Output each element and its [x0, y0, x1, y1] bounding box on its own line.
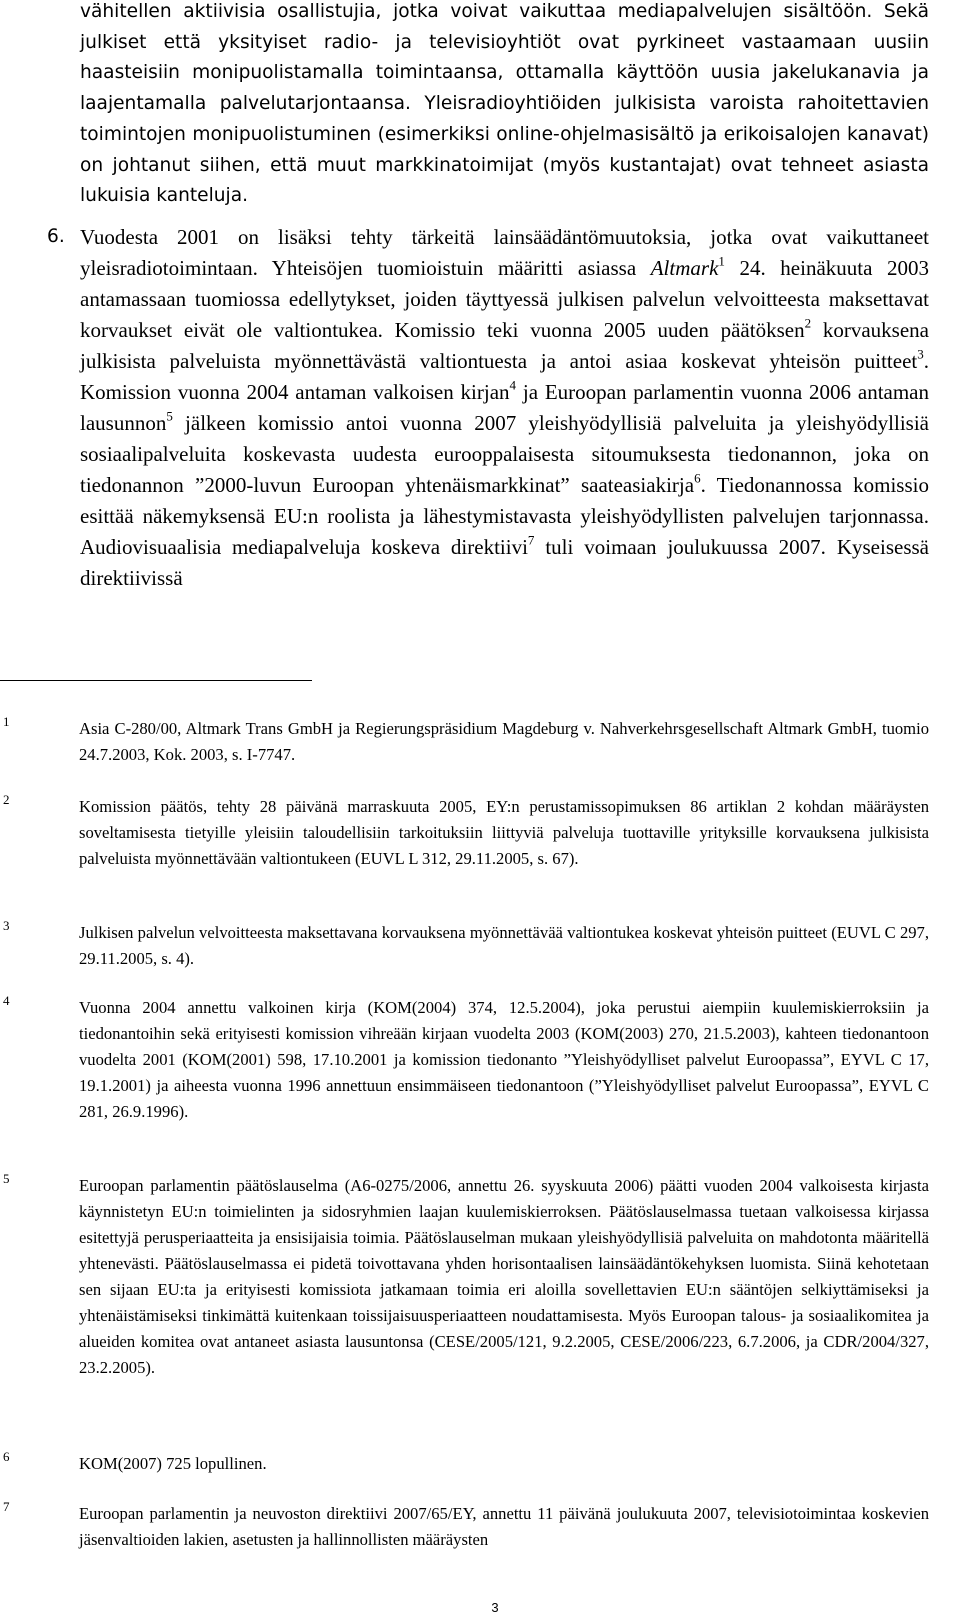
para6-text-7: . Tiedonannossa komissio esittää näkemyksensä EU:n roolista ja lähestymistavasta yleishyödyllisten palvelujen tarjonnassa. Audiovisuaalisia mediapalveluja koskeva direktiivi [80, 473, 929, 559]
footnote-ref-3[interactable]: 3 [917, 346, 924, 362]
footnote-number-6: 6 [3, 1449, 10, 1464]
footnote-ref-6[interactable]: 6 [694, 470, 701, 486]
case-name-altmark: Altmark [650, 256, 719, 280]
para6-text-8: tuli voimaan joulukuussa 2007. Kyseisessä direktiivissä [80, 535, 929, 590]
body-paragraph-6 [80, 222, 929, 594]
para6-text-1: Vuodesta 2001 on lisäksi tehty tärkeitä lainsäädäntömuutoksia, jotka ovat vaikuttaneet yleisradiotoimintaan. Yhteisöjen tuomioistuin määritti asiassa [80, 225, 929, 280]
footnote-6: KOM(2007) 725 lopullinen. [79, 1454, 267, 1473]
footnote-ref-1[interactable]: 1 [718, 253, 725, 269]
footnote-1: Asia C-280/00, Altmark Trans GmbH ja Regierungspräsidium Magdeburg v. Nahverkehrsgesellschaft Altmark GmbH, tuomio 24.7.2003, Kok. 2003, s. I-7747. [79, 719, 929, 764]
footnote-number-5: 5 [3, 1171, 10, 1186]
footnote-number-1: 1 [3, 714, 10, 729]
para6-text-6: jälkeen komissio antoi vuonna 2007 yleishyödyllisiä palveluita ja yleishyödyllisiä sosiaalipalveluita koskevasta uudesta eurooppalaisesta sitoumuksesta tiedonannon, joka on tiedonannon ”2000-luvun Euroopan yhtenäismarkkinat” saateasiakirja [80, 411, 929, 497]
footnote-number-3: 3 [3, 918, 10, 933]
footnote-ref-5[interactable]: 5 [166, 408, 173, 424]
para6-text-5: ja Euroopan parlamentin vuonna 2006 antaman lausunnon [80, 380, 929, 435]
footnote-number-2: 2 [3, 792, 10, 807]
para6-text-4: . Komission vuonna 2004 antaman valkoisen kirjan [80, 349, 929, 404]
paragraph-number-6: 6. [47, 226, 65, 247]
page-number: 3 [491, 1600, 499, 1615]
footnote-number-7: 7 [3, 1499, 10, 1514]
footnote-ref-2[interactable]: 2 [804, 315, 812, 331]
footnote-4: Vuonna 2004 annettu valkoinen kirja (KOM(2004) 374, 12.5.2004), joka perustui aiempiin kuulemiskierroksiin ja tiedonantoihin sekä erityisesti komission vihreään kirjaan vuodelta 2003 (KOM(2003) 270, 21.5.2003), kahteen tiedonantoon vuodelta 2001 (KOM(2001) 598, 17.10.2001 ja komission tiedonanto ”Yleishyödylliset palvelut Euroopassa”, EYVL C 17, 19.1.2001) ja aiheesta vuonna 1996 annettuun ensimmäiseen tiedonantoon (”Yleishyödylliset palvelut Euroopassa”, EYVL C 281, 26.9.1996). [79, 998, 929, 1121]
footnote-ref-4[interactable]: 4 [509, 377, 517, 393]
footnote-2: Komission päätös, tehty 28 päivänä marraskuuta 2005, EY:n perustamissopimuksen 86 artiklan 2 kohdan määräysten soveltamisesta tietyille yleisiin taloudellisiin tarkoituksiin liittyviä palveluja tuottaville yrityksille korvauksena julkisista palveluista myönnettävään valtiontukeen (EUVL L 312, 29.11.2005, s. 67). [79, 797, 929, 868]
footnote-ref-7[interactable]: 7 [527, 532, 535, 548]
footnote-7: Euroopan parlamentin ja neuvoston direktiivi 2007/65/EY, annettu 11 päivänä joulukuuta 2007, televisiotoimintaa koskevien jäsenvaltioiden lakien, asetusten ja hallinnollisten määräysten [79, 1504, 929, 1549]
footnote-number-4: 4 [3, 993, 10, 1008]
body-paragraph-continued: vähitellen aktiivisia osallistujia, jotka voivat vaikuttaa mediapalvelujen sisältöön. Sekä julkiset että yksityiset radio- ja televisioyhtiöt ovat pyrkineet vastaamaan uusiin haasteisiin monipuolistamalla toimintaansa, ottamalla käyttöön uusia jakelukanavia ja laajentamalla palvelutarjontaansa. Yleisradioyhtiöiden julkisista varoista rahoitettavien toimintojen monipuolistuminen (esimerkiksi online-ohjelmasisältö ja erikoisalojen kanavat) on johtanut siihen, että muut markkinatoimijat (myös kustantajat) ovat tehneet asiasta lukuisia kanteluja. [80, 1, 929, 207]
footnote-3: Julkisen palvelun velvoitteesta maksettavana korvauksena myönnettävää valtiontukea koskevat yhteisön puitteet (EUVL C 297, 29.11.2005, s. 4). [79, 923, 929, 968]
para6-text-2: 24. heinäkuuta 2003 antamassaan tuomiossa edellytykset, joiden täyttyessä julkisen palvelun velvoitteesta maksettavat korvaukset eivät ole valtiontukea. Komissio teki vuonna 2005 uuden päätöksen [80, 256, 929, 342]
para6-text-3: korvauksena julkisista palveluista myönnettävästä valtiontuesta ja antoi asiaa koskevat yhteisön puitteet [80, 318, 929, 373]
footnote-separator [0, 680, 312, 681]
footnote-5: Euroopan parlamentin päätöslauselma (A6-0275/2006, annettu 26. syyskuuta 2006) päätti vuoden 2004 valkoisesta kirjasta käynnistetyn EU:n toimielinten ja sidosryhmien laajan kuulemiskierroksen. Päätöslauselmassa tuetaan valkoisessa kirjassa esitettyjä perusperiaatteita ja ensisijaisia toimia. Päätöslauselman mukaan yleishyödyllisiä palveluita on mahdotonta määritellä yhtenevästi. Päätöslauselmassa ei pidetä toivottavana yhden horisontaalisen lainsäädäntökehyksen luomista. Siinä kehotetaan sen sijaan EU:ta ja erityisesti komissiota jatkamaan toimia eri aloilla sovellettavien EU:n sääntöjen selkiyttämiseksi ja yhtenäistämiseksi tinkimättä kuitenkaan toissijaisuusperiaatteen noudattamisesta. Myös Euroopan talous- ja sosiaalikomitea ja alueiden komitea ovat antaneet asiasta lausuntonsa (CESE/2005/121, 9.2.2005, CESE/2006/223, 6.7.2006, ja CDR/2004/327, 23.2.2005). [79, 1176, 929, 1377]
